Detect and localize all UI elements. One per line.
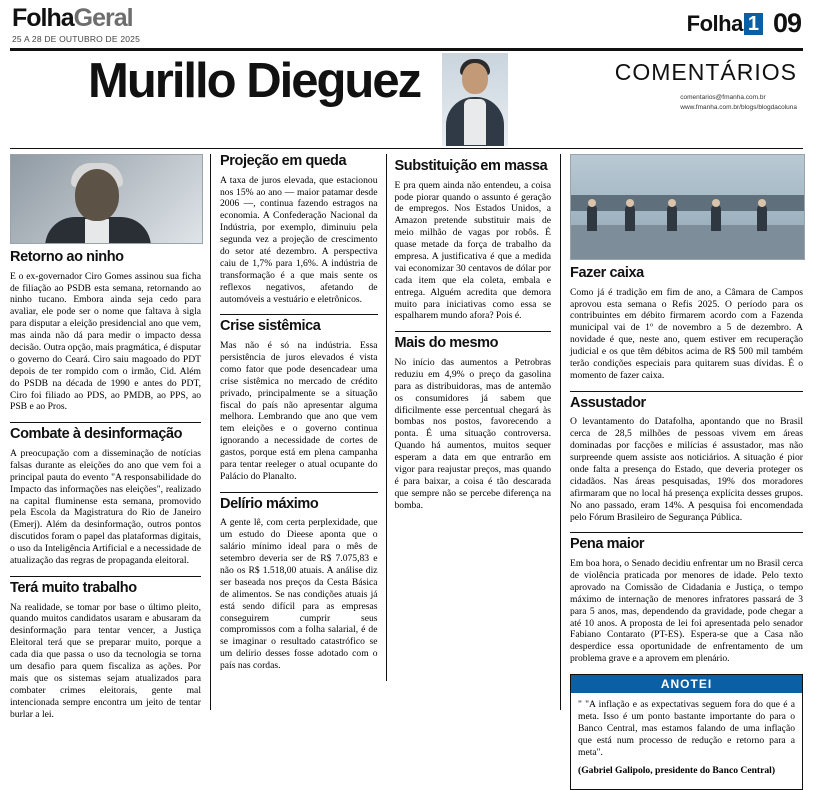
masthead-brand xyxy=(687,11,763,37)
article-paragraph: Como já é tradição em fim de ano, a Câmara de Campos aprovou esta semana o Refis 2025. O período para os contribuintes em débito firmarem acordo com a Fazenda municipal vai de 1º de novembro a 5 de dezembro. A novidade é que, neste ano, quem estiver em recuperação judicial e os que têm débitos acima de R$ 500 mil também terão condições especiais para quitarem suas dívidas. É o momento de fazer caixa. xyxy=(570,286,803,381)
article-paragraph: A taxa de juros elevada, que estacionou nos 15% ao ano — maior patamar desde 2006 —, continua fazendo estragos na economia. A Confederação Nacional da Indústria, por exemplo, diminuiu pela segunda vez a projeção de crescimento do setor até dezembro. A perspectiva caiu de 1,7% para 1,6%. A indústria de transformação é a que mais sente os reflexos negativos, afetando de automóveis a vestuário e eletrônicos. xyxy=(220,174,378,305)
article-paragraph: E o ex-governador Ciro Gomes assinou sua ficha de filiação ao PSDB esta semana, retornando ao ninho tucano. Embora ainda seja cedo para avaliar, ele pode ser o nome que faltava à sigla para disputar a eleição presidencial ano que vem, mas ainda não dá para medir o impacto dessa decisão. Outra opção, mais pragmática, é disputar o governo do Ceará. Ciro saiu magoado do PDT depois de ter rompido com o irmão, Cid. Além do PSDB na década de 1990 e antes do PDT, Ciro foi filiado ao PDS, ao PMDB, ao PPS, ao PSB e ao Pros. xyxy=(10,270,202,413)
article-title: Mais do mesmo xyxy=(394,335,499,352)
section-label: COMENTÁRIOS xyxy=(614,59,797,85)
article-paragraph: Na realidade, se tomar por base o último pleito, quando muitos candidatos usaram e abusaram da desinformação para tentar vencer, a Justiça Eleitoral terá que se preparar muito, porque a cada dia que passa o uso da tecnologia se torna um desafio para quem fiscaliza as ações. Por mais que os sistemas sejam atualizados para combater crimes eleitorais, gente mal intencionada sempre encontra um jeito de tentar burlar a lei. xyxy=(10,601,201,720)
article-paragraph: A gente lê, com certa perplexidade, que um estudo do Dieese aponta que o salário mínimo ideal para o mês de setembro deveria ser de R$ 7.075,83 e não os R$ 1.518,00 atuais. A análise diz ser baseada nos preços da Cesta Básica de alimentos. Se nas condições atuais já está sendo difícil para as empresas conseguirem cumprir seus compromissos com a folha salarial, é de se imaginar o resultado catastrófico se um delírio desses fosse adotado com o país nas cordas. xyxy=(220,517,378,672)
page-number: 09 xyxy=(772,8,801,38)
article-title: Combate à desinformação xyxy=(10,426,183,443)
divider xyxy=(570,532,803,533)
article-title: Pena maior xyxy=(570,536,645,553)
anotei-quote: " "A inflação e as expectativas seguem fora do que é a meta. Isso é um ponto bastante importante do para o Banco Central, mas estamos falando de uma inflação que está num processo de redução e retorno para a meta". xyxy=(578,699,795,758)
article-paragraph: O levantamento do Datafolha, apontando que no Brasil cerca de 28,5 milhões de pessoas vivem em áreas dominadas por facções e milícias é assustador, mas não surpreende quem assiste aos noticiários. A situação é pior onde falta a presença do Estado, que deveria proteger os cidadãos. Nas áreas pesquisadas, 19% dos moradores afirmaram que no local há presença explícita desses grupos. No ano passado, eram 14%. A pesquisa foi encomendada pelo Fórum Brasileiro de Segurança Pública. xyxy=(570,416,803,523)
article-title: Substituição em massa xyxy=(394,158,548,174)
article-title: Terá muito trabalho xyxy=(10,579,137,596)
author-contact xyxy=(680,93,797,113)
article-title: Projeção em queda xyxy=(220,153,347,169)
masthead-title xyxy=(12,6,140,31)
article-title: Fazer caixa xyxy=(570,265,644,281)
ciro-gomes-photo xyxy=(10,154,203,244)
article-paragraph: No início das aumentos a Petrobras reduziu em 4,9% o preço da gasolina para as distribuidoras, mas de antemão os consumidores já sabem que dificilmente esse percentual chegará às bombas nos postos, favorecendo a ponta. É uma situação controversa. Quando há aumentos, muitos sequer esperam a data em que entrarão em vigor para reajustar preços, mas quando é para baixar, a coisa é tão descarada que sempre não se percebe diferença na bomba. xyxy=(394,357,551,511)
divider xyxy=(220,492,378,493)
article-title: Assustador xyxy=(570,394,646,411)
masthead-brand-number: 1 xyxy=(744,13,763,35)
author-name: Murillo Dieguez xyxy=(88,54,421,108)
masthead-brand-text: Folha xyxy=(686,10,743,36)
column-3 xyxy=(560,154,803,776)
divider xyxy=(570,391,803,392)
divider xyxy=(395,154,552,155)
article-retorno-ao-ninho xyxy=(10,250,201,413)
article-tera-muito-trabalho xyxy=(10,576,201,721)
article-title: Delírio máximo xyxy=(220,495,319,512)
article-assustador xyxy=(570,391,803,524)
author-blog-url: www.fmanha.com.br/blogs/blogdacoluna xyxy=(680,103,797,111)
factory-workers-photo xyxy=(570,154,805,260)
article-delirio-maximo xyxy=(220,492,378,672)
hero-banner xyxy=(10,51,803,149)
anotei-source: (Gabriel Galipolo, presidente do Banco Central) xyxy=(578,764,776,776)
article-paragraph: Em boa hora, o Senado decidiu enfrentar um no Brasil cerca de violência praticada por menores de idade. Pelo texto aprovado na Comissão de Cidadania e Justiça, o tempo máximo de internação de menores infratores passará de 3 para 5 anos, mas, dependendo da gravidade, pode chegar a até 10 anos. A proposta de lei foi apresentada pelo senador Fabiano Contarato (PT-ES). Espera-se que a Casa não desperdice essa oportunidade de enfrentamento de um problema grave e a aprovem em plenário. xyxy=(570,558,803,665)
anotei-body xyxy=(571,693,802,789)
article-fazer-caixa xyxy=(570,266,803,382)
divider xyxy=(10,422,201,423)
masthead-right xyxy=(687,6,801,39)
divider xyxy=(395,331,552,332)
anotei-label: ANOTEI xyxy=(571,675,802,693)
masthead-date: 25 A 28 DE OUTUBRO DE 2025 xyxy=(12,34,141,44)
article-paragraph: Mas não é só na indústria. Essa persistência de juros elevados é vista como fator que pode desencadear uma crise sistêmica no mercado de crédito privado, principalmente se a situação fiscal do país não apresentar alguma melhora. Lembrando que ano que vem tem eleições e o governo continua ignorando a necessidade de cortes de gastos, porque está em plena campanha para tentar reeleger o atual ocupante do Palácio do Planalto. xyxy=(220,340,378,482)
article-projecao-em-queda xyxy=(220,154,378,305)
divider xyxy=(10,576,201,577)
column-2-left xyxy=(220,154,386,681)
article-paragraph: E pra quem ainda não entendeu, a coisa pode piorar quando o assunto é geração de empregos. Nos Estados Unidos, a Amazon pretende substituir mais de meio milhão de vagas por robôs. É quase metade da força de trabalho da empresa. A justificativa é que a medida vai economizar 30 centavos de dólar por cada item que ela coleta, embala e entrega. Alguém acredita que demora muito para iniciativas como essa se espalharem mundo afora? Pois é. xyxy=(394,179,551,322)
divider xyxy=(220,314,378,315)
masthead-title-geral: Geral xyxy=(73,4,133,32)
column-2 xyxy=(210,154,560,710)
article-pena-maior xyxy=(570,532,803,665)
anotei-box xyxy=(570,674,803,790)
masthead-left xyxy=(12,6,140,44)
author-email: comentarios@fmanha.com.br xyxy=(680,94,766,101)
masthead-title-folha: Folha xyxy=(12,4,74,32)
article-substituicao-em-massa xyxy=(395,154,552,322)
article-columns xyxy=(10,153,803,776)
article-combate-a-desinformacao xyxy=(10,422,201,567)
article-paragraph: A preocupação com a disseminação de notícias falsas durante as eleições do ano que vem foi a principal pauta do evento "A responsabilidade do Impacto das informações nas eleições", realizado na capital fluminense esta semana, promovido pela Escola da Magistratura do Rio de Janeiro (Emerj). Além da desinformação, outros pontos discutidos foram o papel das plataformas digitais, o uso da Inteligência Artificial e a necessidade de atualização das regras de propaganda eleitoral. xyxy=(10,448,201,567)
article-title: Retorno ao ninho xyxy=(10,249,124,265)
article-crise-sistemica xyxy=(220,314,378,482)
article-title: Crise sistêmica xyxy=(220,318,321,335)
column-2-right xyxy=(386,154,552,681)
author-portrait-photo xyxy=(442,53,508,146)
article-mais-do-mesmo xyxy=(395,331,552,511)
masthead xyxy=(10,0,803,46)
column-1 xyxy=(10,154,210,720)
